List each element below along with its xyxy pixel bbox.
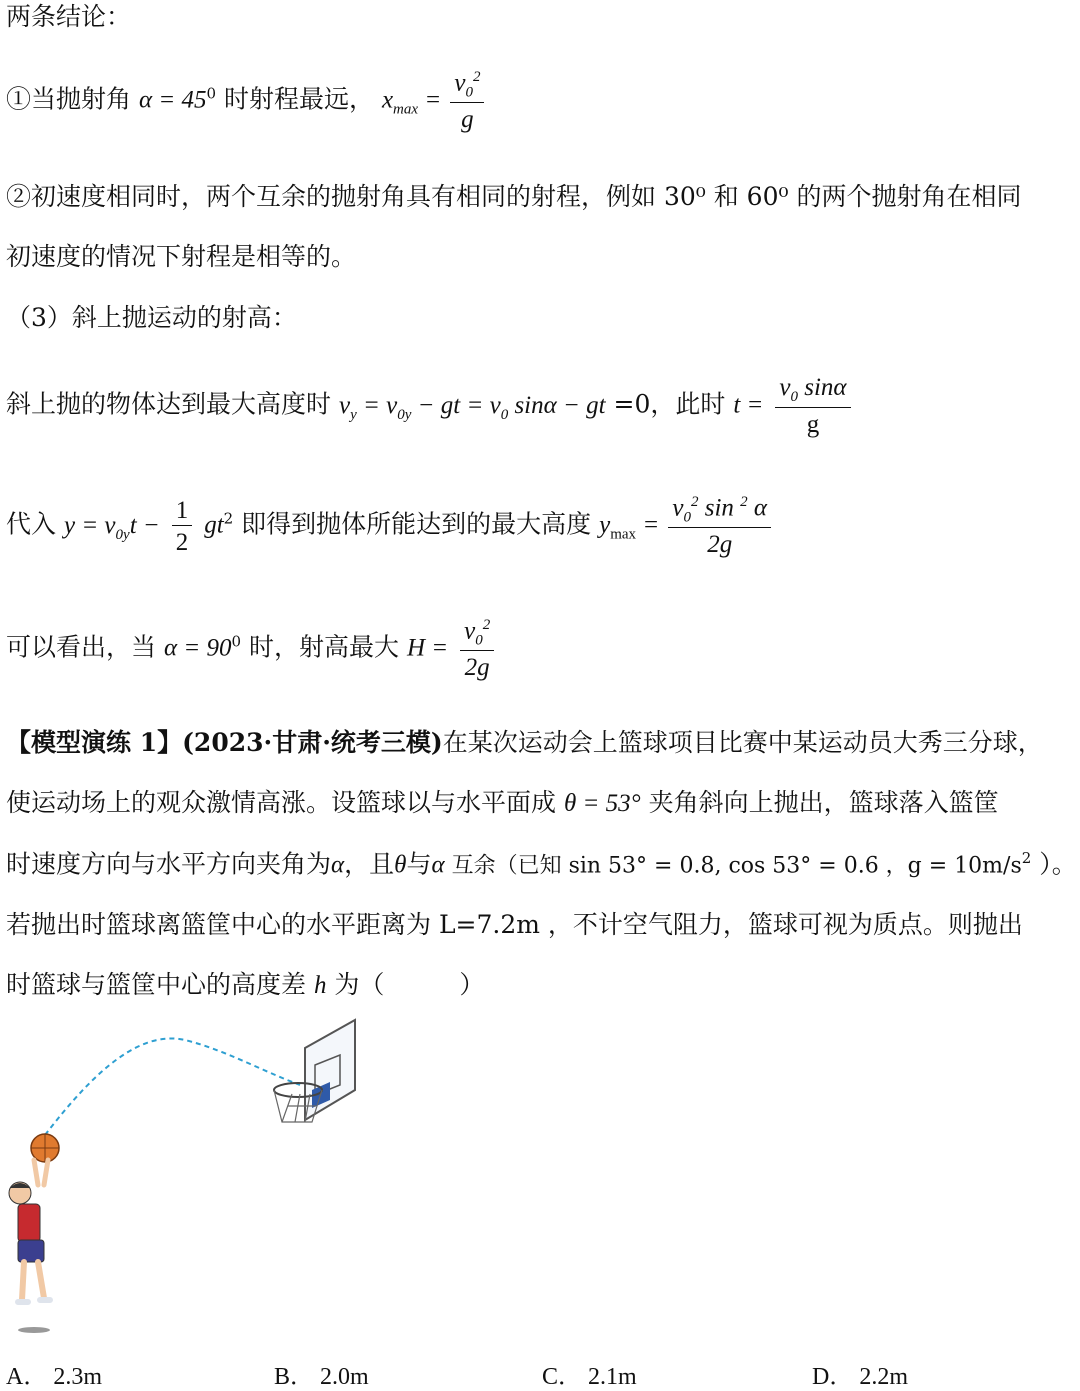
trajectory-path <box>45 1038 300 1135</box>
equation-2-mid: 即得到抛体所能达到的最大高度 <box>241 509 592 539</box>
conclusion-2-line-2: 初速度的情况下射程是相等的。 <box>6 242 357 271</box>
problem-line-1-text: 在某次运动会上篮球项目比赛中某运动员大秀三分球， <box>442 728 1043 757</box>
problem-line-3i: ）。 <box>1031 849 1077 879</box>
ball-icon <box>31 1134 59 1162</box>
equation-3-lhs: H = <box>406 634 449 662</box>
problem-h: h <box>313 972 327 999</box>
problem-alpha-2: α <box>431 851 445 879</box>
conclusion-1-deg: 0 <box>206 84 217 103</box>
equation-1-prefix: 斜上抛的物体达到最大高度时 <box>6 389 332 419</box>
conclusion-1-lhs-sub: max <box>393 101 419 118</box>
problem-theta-2: θ <box>394 851 407 879</box>
equation-1 <box>6 375 855 437</box>
problem-given-exp: 2 <box>1021 849 1032 867</box>
equation-1-den: g <box>806 411 820 438</box>
problem-line-5a: 时篮球与篮筐中心的高度差 <box>6 970 307 999</box>
player-icon <box>9 1160 50 1333</box>
heading: 两条结论： <box>6 2 132 31</box>
equation-2-prefix: 代入 <box>6 509 57 539</box>
problem-theta: θ = 53° <box>563 790 641 817</box>
conclusion-1-angle: α = 45 <box>138 86 207 114</box>
problem-line-2c: 夹角斜向上抛出，篮球落入篮筐 <box>648 788 999 817</box>
equation-3-mid: 时，射高最大 <box>248 632 399 662</box>
equation-1-zero: =0，此时 <box>613 389 726 419</box>
equation-2: 代入 $y = v_{0y}t$ − $\frac{1}{2}$ $gt^2$ 即得到抛体所能达到的最大高度 $y_{max}$ = $\frac{v_0^2 \sin ^2 \alpha}{2g}$ <box>6 495 775 557</box>
conclusion-1-prefix: ①当抛射角 <box>6 84 132 114</box>
equation-3: 可以看出，当 $\alpha = 90^0$ 时，射高最大 H = $\frac{v_0^2}{2g}$ <box>6 618 498 680</box>
equation-2-num: $v_0^2$ sin $^2$ α <box>668 495 771 528</box>
option-d[interactable]: D． 2.2m <box>812 1364 908 1390</box>
equation-1-t: t = <box>733 391 764 419</box>
problem-alpha: α <box>331 851 345 879</box>
problem-line-1 <box>6 730 1043 755</box>
option-c[interactable]: C． 2.1m <box>542 1364 637 1390</box>
problem-given: 互余（已知 sin 53° = 0.8, cos 53° = 0.6 ，g = 10m/s <box>444 853 1022 879</box>
problem-line-2a: 使运动场上的观众激情高涨。设篮球以与水平面成 <box>6 788 557 817</box>
equation-3-den: 2g <box>464 654 490 682</box>
conclusion-1-fraction: $\frac{v_0^2}{g}$ <box>450 70 484 132</box>
section-3-heading: （3）斜上抛运动的射高： <box>6 303 297 332</box>
conclusion-1-den: g <box>461 106 474 134</box>
conclusion-1: ①当抛射角 $\alpha = 45^0$ 时射程最远， $x_{max}$ = $\frac{v_0^2}{g}$ <box>6 70 488 132</box>
conclusion-1-num: v <box>454 69 466 97</box>
problem-line-5 <box>6 972 484 998</box>
problem-line-4: 若抛出时篮球离篮筐中心的水平距离为 L=7.2m ，不计空气阻力，篮球可视为质点。则抛出 <box>6 910 1023 939</box>
equation-2-den: 2g <box>707 531 733 559</box>
conclusion-2-line-1: ②初速度相同时，两个互余的抛射角具有相同的射程，例如 30⁰ 和 60⁰ 的两个抛射角在相同 <box>6 182 1022 211</box>
equation-3-prefix: 可以看出，当 <box>6 632 157 662</box>
equation-3-fraction: $\frac{v_0^2}{2g}$ <box>460 618 494 680</box>
equation-1-fraction <box>775 375 850 437</box>
conclusion-1-mid: 时射程最远， <box>223 84 374 114</box>
equation-1-body: $v_y = v_{0y}$ − gt = $v_0$ sinα − gt <box>338 391 606 423</box>
problem-answer-blank: 为（ ） <box>334 970 485 999</box>
problem-tag: 【模型演练 1】(2023·甘肃·统考三模) <box>6 728 443 757</box>
equation-3-angle: α = 90 <box>163 634 232 662</box>
equation-1-num: $v_0$ sinα <box>775 375 850 408</box>
backboard <box>305 1020 355 1120</box>
problem-line-3e: 与 <box>406 849 432 879</box>
problem-line-3c: ，且 <box>344 849 395 879</box>
problem-line-2 <box>6 790 999 816</box>
conclusion-1-lhs: x <box>381 86 394 114</box>
problem-line-3 <box>6 851 1077 877</box>
option-b[interactable]: B． 2.0m <box>274 1364 369 1390</box>
equation-2-fraction <box>668 495 771 557</box>
problem-line-3a: 时速度方向与水平方向夹角为 <box>6 849 332 879</box>
option-a[interactable]: A． 2.3m <box>6 1364 102 1390</box>
basketball-figure <box>0 1010 380 1340</box>
